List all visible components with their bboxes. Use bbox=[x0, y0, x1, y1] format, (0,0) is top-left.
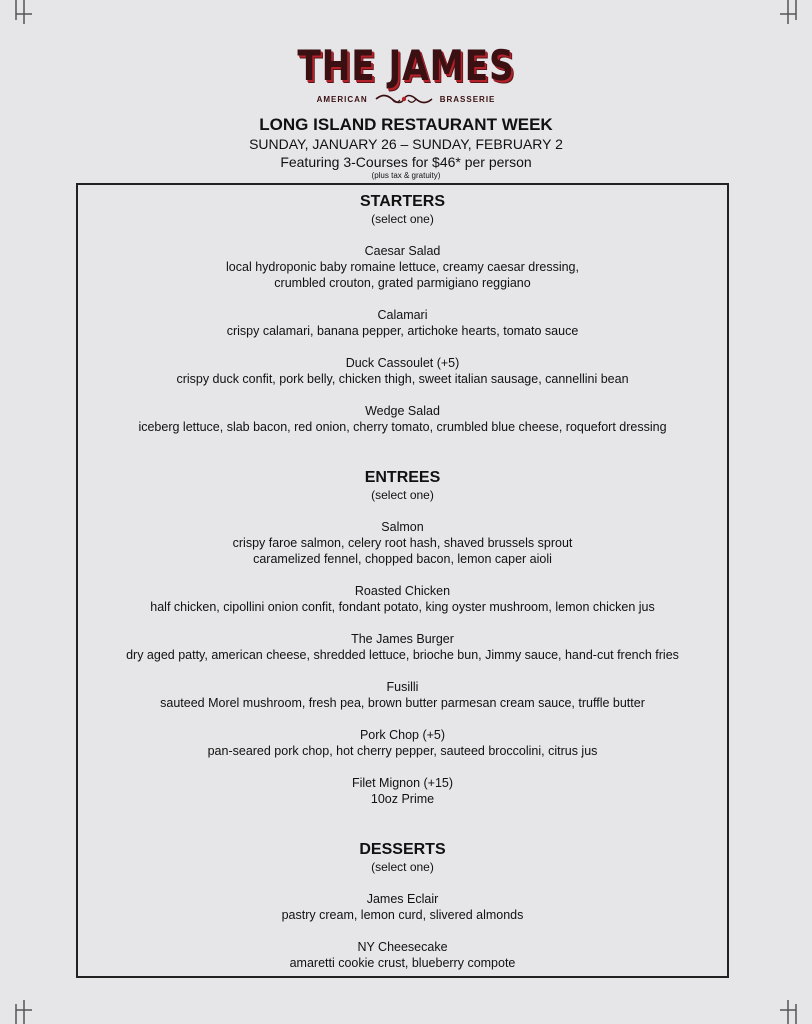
corner-bracket-icon bbox=[14, 0, 42, 32]
menu-item-name: Fusilli bbox=[386, 680, 419, 694]
menu-item bbox=[78, 939, 727, 971]
menu-item-name: Calamari bbox=[377, 308, 428, 322]
flourish-icon bbox=[374, 92, 434, 106]
menu-item-name: Pork Chop (+5) bbox=[359, 728, 446, 742]
menu-item-name: Duck Cassoulet (+5) bbox=[345, 356, 460, 370]
menu-item-description: half chicken, cipollini onion confit, fondant potato, king oyster mushroom, lemon chicken jus bbox=[150, 600, 655, 614]
menu-item-description: iceberg lettuce, slab bacon, red onion, cherry tomato, crumbled blue cheese, roquefort dressing bbox=[138, 420, 667, 434]
menu-item-description: sauteed Morel mushroom, fresh pea, brown butter parmesan cream sauce, truffle butter bbox=[160, 696, 645, 710]
menu-item-name: James Eclair bbox=[366, 892, 439, 906]
menu-item-description: crispy faroe salmon, celery root hash, shaved brussels sprout caramelized fennel, chopped bacon, lemon caper aioli bbox=[232, 536, 573, 566]
event-price: Featuring 3-Courses for $46* per person bbox=[280, 154, 532, 170]
menu-item bbox=[78, 891, 727, 923]
event-title: LONG ISLAND RESTAURANT WEEK bbox=[259, 115, 553, 134]
menu-item-name: Wedge Salad bbox=[365, 404, 440, 418]
menu-item bbox=[78, 679, 727, 711]
logo-word-right: BRASSERIE bbox=[439, 94, 496, 104]
section-title: DESSERTS bbox=[359, 841, 446, 858]
logo-word-left: AMERICAN bbox=[316, 94, 368, 104]
logo-title: THE JAMES bbox=[297, 41, 515, 90]
menu-item bbox=[78, 775, 727, 807]
section-subtitle: (select one) bbox=[371, 212, 434, 226]
menu-item-description: pastry cream, lemon curd, slivered almonds bbox=[281, 908, 524, 922]
menu-item-description: amaretti cookie crust, blueberry compote bbox=[289, 956, 516, 970]
section-title: ENTREES bbox=[364, 469, 441, 486]
menu-item-name: Roasted Chicken bbox=[354, 584, 451, 598]
menu-item bbox=[78, 307, 727, 339]
event-header bbox=[0, 115, 812, 181]
menu-item bbox=[78, 355, 727, 387]
menu-item bbox=[78, 727, 727, 759]
menu-item-name: The James Burger bbox=[351, 632, 454, 646]
restaurant-logo bbox=[0, 40, 812, 106]
event-note: (plus tax & gratuity) bbox=[371, 171, 441, 180]
section-starters bbox=[78, 193, 727, 451]
logo-subtitle bbox=[0, 92, 812, 106]
section-subtitle: (select one) bbox=[371, 860, 434, 874]
menu-item bbox=[78, 519, 727, 567]
section-subtitle: (select one) bbox=[371, 488, 434, 502]
menu-item bbox=[78, 631, 727, 663]
menu-item-name: NY Cheesecake bbox=[357, 940, 448, 954]
section-desserts bbox=[78, 841, 727, 987]
menu-item-description: crispy duck confit, pork belly, chicken thigh, sweet italian sausage, cannellini bean bbox=[176, 372, 629, 386]
section-title: STARTERS bbox=[359, 193, 446, 210]
menu-item-description: crispy calamari, banana pepper, artichoke hearts, tomato sauce bbox=[226, 324, 579, 338]
menu-box bbox=[76, 183, 729, 978]
menu-item-description: 10oz Prime bbox=[370, 792, 435, 806]
section-entrees bbox=[78, 469, 727, 823]
menu-item-name: Salmon bbox=[381, 520, 424, 534]
menu-item-description: local hydroponic baby romaine lettuce, creamy caesar dressing, crumbled crouton, grated parmigiano reggiano bbox=[226, 260, 579, 290]
menu-item-name: Caesar Salad bbox=[364, 244, 441, 258]
menu-item bbox=[78, 583, 727, 615]
menu-item bbox=[78, 243, 727, 291]
event-dates: SUNDAY, JANUARY 26 – SUNDAY, FEBRUARY 2 bbox=[249, 136, 563, 152]
corner-bracket-icon bbox=[14, 992, 42, 1024]
menu-item bbox=[78, 403, 727, 435]
menu-item-name: Filet Mignon (+15) bbox=[351, 776, 454, 790]
menu-item-description: dry aged patty, american cheese, shredded lettuce, brioche bun, Jimmy sauce, hand-cut french fries bbox=[126, 648, 679, 662]
menu-item-description: pan-seared pork chop, hot cherry pepper, sauteed broccolini, citrus jus bbox=[207, 744, 598, 758]
corner-bracket-icon bbox=[770, 0, 798, 32]
corner-bracket-icon bbox=[770, 992, 798, 1024]
